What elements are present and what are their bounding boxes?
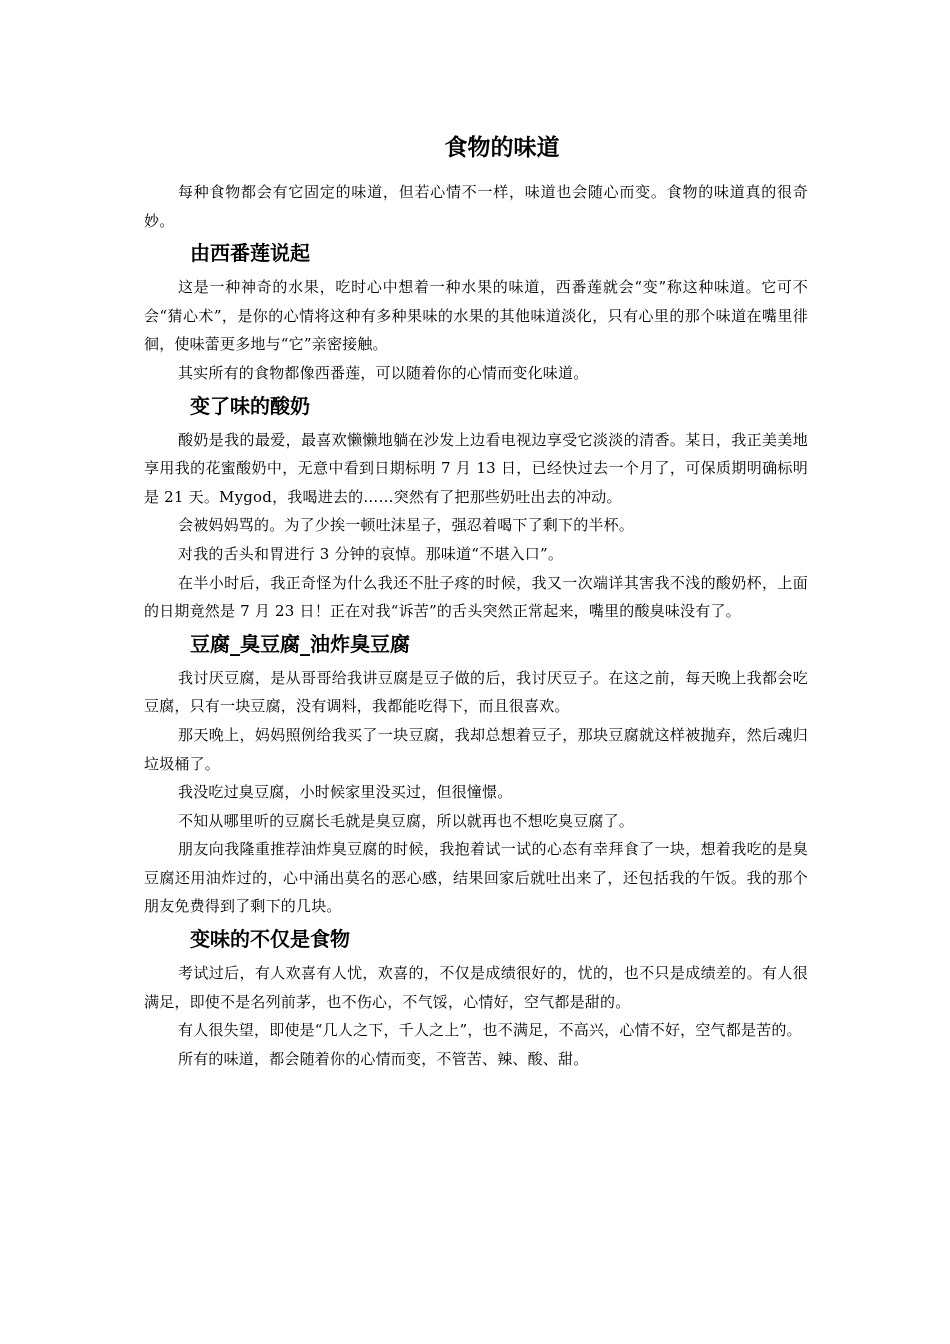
paragraph: 有人很失望，即使是“几人之下，千人之上”，也不满足，不高兴，心情不好，空气都是苦的。	[178, 1021, 802, 1040]
paragraph: 我讨厌豆腐，是从哥哥给我讲豆腐是豆子做的后，我讨厌豆子。在这之前，每天晚上我都会吃豆腐，只有一块豆腐，没有调料，我都能吃得下，而且很喜欢。	[144, 668, 808, 716]
document-body	[144, 130, 808, 1073]
section-not-only-food	[144, 925, 808, 1073]
paragraph: 那天晚上，妈妈照例给我买了一块豆腐，我却总想着豆子，那块豆腐就这样被抛弃，然后魂归垃圾桶了。	[144, 725, 808, 773]
paragraph: 对我的舌头和胃进行 3 分钟的哀悼。那味道“不堪入口”。	[178, 544, 564, 563]
paragraph: 我没吃过臭豆腐，小时候家里没买过，但很憧憬。	[178, 783, 513, 802]
paragraph: 其实所有的食物都像西番莲，可以随着你的心情而变化味道。	[178, 363, 589, 382]
section-heading: 变了味的酸奶	[190, 393, 310, 418]
paragraph: 会被妈妈骂的。为了少挨一顿吐沫星子，强忍着喝下了剩下的半杯。	[178, 516, 635, 535]
section-heading: 变味的不仅是食物	[190, 927, 350, 952]
page-title: 食物的味道	[444, 135, 560, 161]
paragraph: 所有的味道，都会随着你的心情而变，不管苦、辣、酸、甜。	[178, 1049, 589, 1068]
section-tofu	[144, 630, 808, 921]
paragraph: 朋友向我隆重推荐油炸臭豆腐的时候，我抱着试一试的心态有幸拜食了一块，想着我吃的是臭豆腐还用油炸过的，心中涌出莫名的恶心感，结果回家后就吐出来了，还包括我的午饭。我的那个朋友免费得到了剩下的几块。	[144, 840, 808, 916]
paragraph: 不知从哪里听的豆腐长毛就是臭豆腐，所以就再也不想吃臭豆腐了。	[178, 811, 635, 830]
paragraph: 在半小时后，我正奇怪为什么我还不肚子疼的时候，我又一次端详其害我不浅的酸奶杯，上面的日期竟然是 7 月 23 日！正在对我“诉苦”的舌头突然正常起来，嘴里的酸臭味没有了。	[144, 573, 808, 621]
section-heading: 由西番莲说起	[190, 241, 310, 266]
paragraph: 酸奶是我的最爱，最喜欢懒懒地躺在沙发上边看电视边享受它淡淡的清香。某日，我正美美地享用我的花蜜酸奶中，无意中看到日期标明 7 月 13 日，已经快过去一个月了，可保质期明确标明是 21 天。Mygod，我喝进去的……突然有了把那些奶吐出去的冲动。	[144, 430, 808, 506]
section-heading: 豆腐_臭豆腐_油炸臭豆腐	[190, 631, 410, 656]
intro-paragraph: 每种食物都会有它固定的味道，但若心情不一样，味道也会随心而变。食物的味道真的很奇妙。	[144, 183, 808, 230]
paragraph: 考试过后，有人欢喜有人忧，欢喜的，不仅是成绩很好的，忧的，也不只是成绩差的。有人很满足，即使不是名列前茅，也不伤心，不气馁，心情好，空气都是甜的。	[144, 964, 808, 1011]
section-yogurt	[144, 392, 808, 626]
section-passion-fruit	[144, 239, 808, 387]
paragraph: 这是一种神奇的水果，吃时心中想着一种水果的味道，西番莲就会“变”称这种味道。它可不会“猜心术”，是你的心情将这种有多种果味的水果的其他味道淡化，只有心里的那个味道在嘴里徘徊，使味蕾更多地与“它”亲密接触。	[144, 278, 808, 354]
